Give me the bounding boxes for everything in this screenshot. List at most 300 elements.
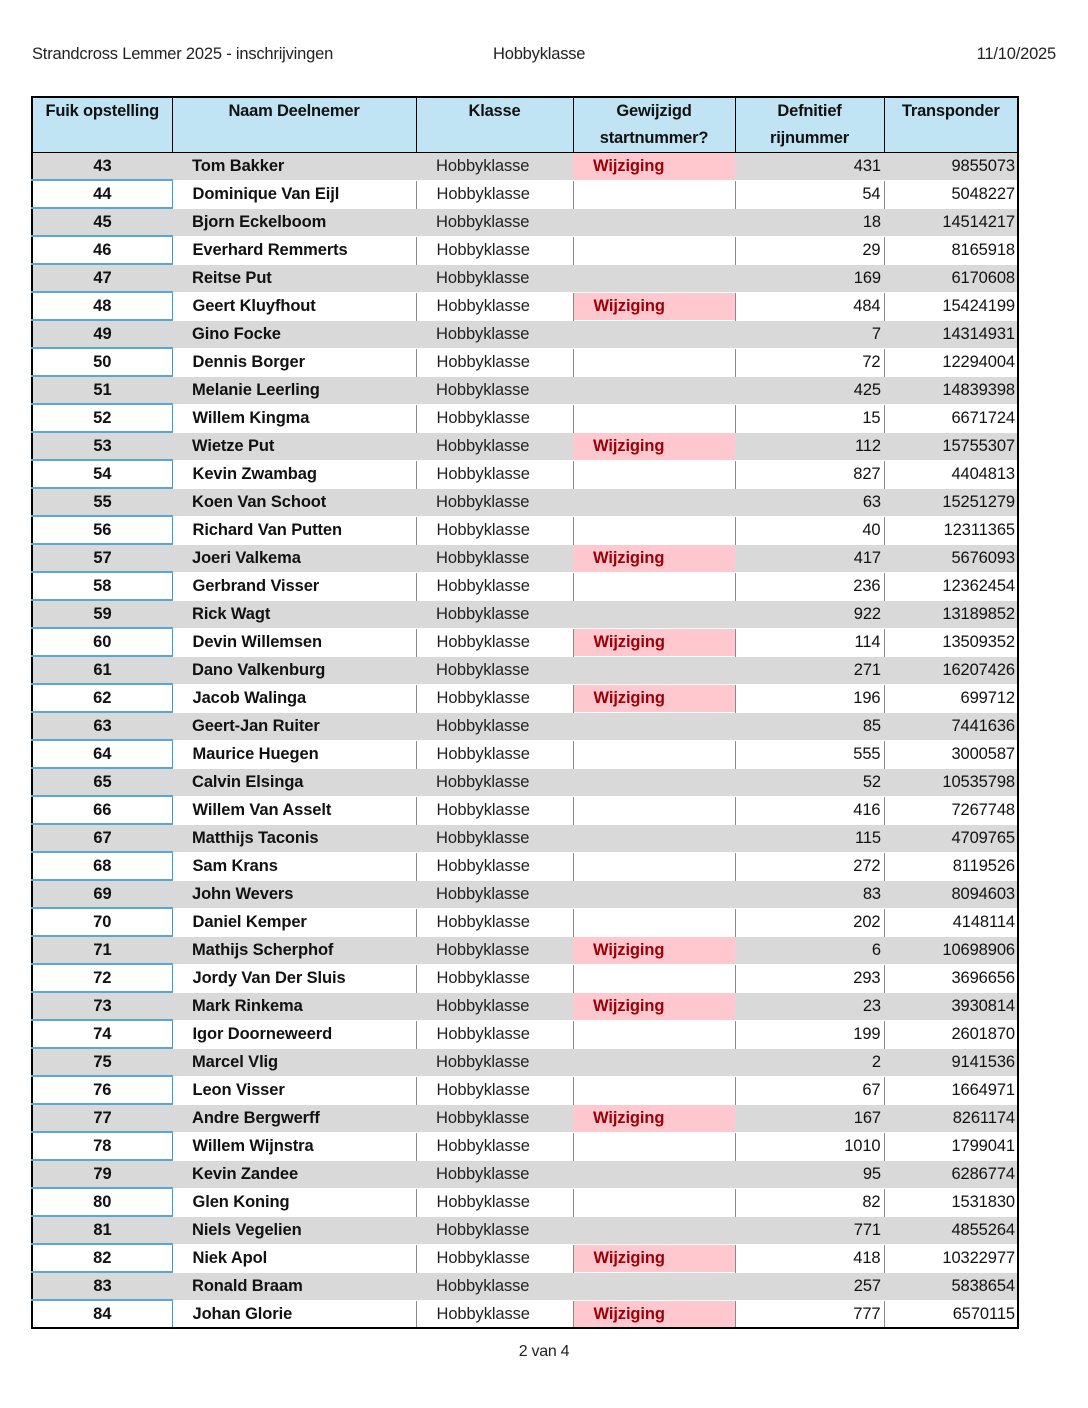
cell-rijnummer: 112 xyxy=(735,432,884,460)
table-row xyxy=(32,768,1018,796)
cell-naam: Kevin Zwambag xyxy=(172,460,416,488)
cell-rijnummer: 6 xyxy=(735,936,884,964)
cell-wijziging xyxy=(573,572,735,600)
cell-transponder: 3000587 xyxy=(884,740,1018,768)
cell-transponder: 6671724 xyxy=(884,404,1018,432)
cell-rijnummer: 425 xyxy=(735,376,884,404)
cell-klasse: Hobbyklasse xyxy=(416,292,573,320)
cell-rijnummer: 40 xyxy=(735,516,884,544)
cell-fuik: 67 xyxy=(32,824,172,852)
cell-rijnummer: 15 xyxy=(735,404,884,432)
cell-klasse: Hobbyklasse xyxy=(416,264,573,292)
cell-klasse: Hobbyklasse xyxy=(416,600,573,628)
cell-klasse: Hobbyklasse xyxy=(416,684,573,712)
table-row xyxy=(32,236,1018,264)
cell-rijnummer: 196 xyxy=(735,684,884,712)
table-row xyxy=(32,432,1018,460)
cell-naam: Geert-Jan Ruiter xyxy=(172,712,416,740)
cell-wijziging xyxy=(573,768,735,796)
cell-klasse: Hobbyklasse xyxy=(416,796,573,824)
cell-transponder: 16207426 xyxy=(884,656,1018,684)
table-row xyxy=(32,936,1018,964)
cell-fuik: 55 xyxy=(32,488,172,516)
cell-fuik: 45 xyxy=(32,208,172,236)
cell-wijziging: Wijziging xyxy=(573,544,735,572)
cell-naam: Igor Doorneweerd xyxy=(172,1020,416,1048)
cell-transponder: 6170608 xyxy=(884,264,1018,292)
cell-klasse: Hobbyklasse xyxy=(416,1300,573,1328)
cell-rijnummer: 416 xyxy=(735,796,884,824)
cell-fuik: 51 xyxy=(32,376,172,404)
cell-transponder: 9855073 xyxy=(884,153,1018,181)
cell-naam: Gino Focke xyxy=(172,320,416,348)
cell-rijnummer: 202 xyxy=(735,908,884,936)
cell-klasse: Hobbyklasse xyxy=(416,348,573,376)
header-row xyxy=(32,97,1018,153)
cell-transponder: 13509352 xyxy=(884,628,1018,656)
cell-wijziging: Wijziging xyxy=(573,1244,735,1272)
table-row xyxy=(32,208,1018,236)
cell-wijziging xyxy=(573,180,735,208)
cell-klasse: Hobbyklasse xyxy=(416,236,573,264)
cell-wijziging xyxy=(573,964,735,992)
cell-wijziging xyxy=(573,320,735,348)
cell-fuik: 43 xyxy=(32,153,172,181)
cell-transponder: 1531830 xyxy=(884,1188,1018,1216)
cell-wijziging xyxy=(573,516,735,544)
cell-rijnummer: 293 xyxy=(735,964,884,992)
cell-rijnummer: 82 xyxy=(735,1188,884,1216)
cell-naam: Calvin Elsinga xyxy=(172,768,416,796)
cell-fuik: 60 xyxy=(32,628,172,656)
cell-naam: Dennis Borger xyxy=(172,348,416,376)
cell-wijziging xyxy=(573,852,735,880)
cell-wijziging: Wijziging xyxy=(573,992,735,1020)
col-header-rijnummer xyxy=(735,97,884,153)
cell-transponder: 5676093 xyxy=(884,544,1018,572)
cell-transponder: 12362454 xyxy=(884,572,1018,600)
cell-wijziging xyxy=(573,796,735,824)
table-row xyxy=(32,1160,1018,1188)
cell-wijziging xyxy=(573,264,735,292)
cell-naam: Leon Visser xyxy=(172,1076,416,1104)
cell-transponder: 1799041 xyxy=(884,1132,1018,1160)
cell-fuik: 76 xyxy=(32,1076,172,1104)
table-row xyxy=(32,348,1018,376)
cell-fuik: 57 xyxy=(32,544,172,572)
cell-fuik: 80 xyxy=(32,1188,172,1216)
cell-naam: Richard Van Putten xyxy=(172,516,416,544)
cell-fuik: 49 xyxy=(32,320,172,348)
cell-rijnummer: 777 xyxy=(735,1300,884,1328)
cell-transponder: 5048227 xyxy=(884,180,1018,208)
table-row xyxy=(32,180,1018,208)
table-row xyxy=(32,600,1018,628)
cell-klasse: Hobbyklasse xyxy=(416,908,573,936)
cell-klasse: Hobbyklasse xyxy=(416,936,573,964)
document-date: 11/10/2025 xyxy=(976,45,1056,63)
cell-klasse: Hobbyklasse xyxy=(416,488,573,516)
cell-fuik: 48 xyxy=(32,292,172,320)
cell-transponder: 10322977 xyxy=(884,1244,1018,1272)
table-row xyxy=(32,404,1018,432)
cell-rijnummer: 272 xyxy=(735,852,884,880)
cell-naam: Devin Willemsen xyxy=(172,628,416,656)
cell-wijziging xyxy=(573,348,735,376)
cell-rijnummer: 167 xyxy=(735,1104,884,1132)
cell-wijziging: Wijziging xyxy=(573,628,735,656)
cell-rijnummer: 67 xyxy=(735,1076,884,1104)
cell-wijziging xyxy=(573,1132,735,1160)
cell-wijziging xyxy=(573,824,735,852)
cell-fuik: 81 xyxy=(32,1216,172,1244)
cell-rijnummer: 29 xyxy=(735,236,884,264)
col-header-label-line2: rijnummer xyxy=(770,129,849,147)
cell-klasse: Hobbyklasse xyxy=(416,516,573,544)
cell-naam: Willem Wijnstra xyxy=(172,1132,416,1160)
table-row xyxy=(32,740,1018,768)
col-header-transponder xyxy=(884,97,1018,153)
cell-wijziging xyxy=(573,1160,735,1188)
cell-transponder: 8261174 xyxy=(884,1104,1018,1132)
cell-fuik: 65 xyxy=(32,768,172,796)
cell-wijziging xyxy=(573,1272,735,1300)
cell-transponder: 15251279 xyxy=(884,488,1018,516)
cell-klasse: Hobbyklasse xyxy=(416,1188,573,1216)
cell-transponder: 14839398 xyxy=(884,376,1018,404)
table-row xyxy=(32,460,1018,488)
col-header-label: Transponder xyxy=(901,102,1000,120)
table-body xyxy=(32,153,1018,1329)
cell-fuik: 56 xyxy=(32,516,172,544)
table-row xyxy=(32,1020,1018,1048)
cell-fuik: 62 xyxy=(32,684,172,712)
cell-fuik: 71 xyxy=(32,936,172,964)
cell-transponder: 8165918 xyxy=(884,236,1018,264)
cell-transponder: 10698906 xyxy=(884,936,1018,964)
cell-klasse: Hobbyklasse xyxy=(416,880,573,908)
cell-fuik: 53 xyxy=(32,432,172,460)
cell-klasse: Hobbyklasse xyxy=(416,1160,573,1188)
cell-fuik: 46 xyxy=(32,236,172,264)
cell-naam: Sam Krans xyxy=(172,852,416,880)
cell-naam: Mathijs Scherphof xyxy=(172,936,416,964)
cell-rijnummer: 85 xyxy=(735,712,884,740)
cell-naam: Niels Vegelien xyxy=(172,1216,416,1244)
cell-naam: Bjorn Eckelboom xyxy=(172,208,416,236)
class-name-header: Hobbyklasse xyxy=(493,45,586,63)
cell-naam: Jacob Walinga xyxy=(172,684,416,712)
table-row xyxy=(32,544,1018,572)
cell-transponder: 5838654 xyxy=(884,1272,1018,1300)
cell-fuik: 72 xyxy=(32,964,172,992)
cell-klasse: Hobbyklasse xyxy=(416,852,573,880)
table-row xyxy=(32,1076,1018,1104)
cell-klasse: Hobbyklasse xyxy=(416,964,573,992)
cell-rijnummer: 63 xyxy=(735,488,884,516)
table-row xyxy=(32,320,1018,348)
cell-rijnummer: 417 xyxy=(735,544,884,572)
cell-wijziging xyxy=(573,1216,735,1244)
cell-fuik: 82 xyxy=(32,1244,172,1272)
cell-klasse: Hobbyklasse xyxy=(416,1216,573,1244)
table-row xyxy=(32,264,1018,292)
cell-naam: Jordy Van Der Sluis xyxy=(172,964,416,992)
cell-wijziging: Wijziging xyxy=(573,936,735,964)
cell-klasse: Hobbyklasse xyxy=(416,1104,573,1132)
cell-fuik: 66 xyxy=(32,796,172,824)
table-row xyxy=(32,908,1018,936)
cell-rijnummer: 236 xyxy=(735,572,884,600)
cell-fuik: 52 xyxy=(32,404,172,432)
cell-klasse: Hobbyklasse xyxy=(416,1048,573,1076)
cell-fuik: 63 xyxy=(32,712,172,740)
cell-naam: Glen Koning xyxy=(172,1188,416,1216)
cell-klasse: Hobbyklasse xyxy=(416,656,573,684)
cell-klasse: Hobbyklasse xyxy=(416,712,573,740)
cell-wijziging: Wijziging xyxy=(573,1300,735,1328)
cell-rijnummer: 72 xyxy=(735,348,884,376)
cell-rijnummer: 555 xyxy=(735,740,884,768)
col-header-gewijzigd xyxy=(573,97,735,153)
cell-klasse: Hobbyklasse xyxy=(416,208,573,236)
cell-transponder: 14514217 xyxy=(884,208,1018,236)
cell-rijnummer: 114 xyxy=(735,628,884,656)
table-row xyxy=(32,712,1018,740)
col-header-klasse xyxy=(416,97,573,153)
cell-wijziging: Wijziging xyxy=(573,153,735,181)
cell-fuik: 78 xyxy=(32,1132,172,1160)
cell-rijnummer: 115 xyxy=(735,824,884,852)
cell-transponder: 4855264 xyxy=(884,1216,1018,1244)
cell-rijnummer: 54 xyxy=(735,180,884,208)
cell-wijziging xyxy=(573,1188,735,1216)
cell-klasse: Hobbyklasse xyxy=(416,1244,573,1272)
table-row xyxy=(32,824,1018,852)
cell-rijnummer: 83 xyxy=(735,880,884,908)
cell-fuik: 84 xyxy=(32,1300,172,1328)
cell-klasse: Hobbyklasse xyxy=(416,320,573,348)
cell-transponder: 8119526 xyxy=(884,852,1018,880)
cell-klasse: Hobbyklasse xyxy=(416,740,573,768)
cell-wijziging xyxy=(573,712,735,740)
cell-transponder: 699712 xyxy=(884,684,1018,712)
cell-rijnummer: 7 xyxy=(735,320,884,348)
cell-naam: Johan Glorie xyxy=(172,1300,416,1328)
cell-wijziging: Wijziging xyxy=(573,1104,735,1132)
cell-fuik: 50 xyxy=(32,348,172,376)
cell-fuik: 79 xyxy=(32,1160,172,1188)
cell-fuik: 59 xyxy=(32,600,172,628)
cell-wijziging xyxy=(573,656,735,684)
cell-transponder: 9141536 xyxy=(884,1048,1018,1076)
table-row xyxy=(32,572,1018,600)
col-header-label: Klasse xyxy=(468,102,521,120)
table-row xyxy=(32,153,1018,181)
cell-naam: Niek Apol xyxy=(172,1244,416,1272)
col-header-label: Naam Deelnemer xyxy=(228,102,360,120)
cell-wijziging xyxy=(573,600,735,628)
cell-klasse: Hobbyklasse xyxy=(416,544,573,572)
cell-klasse: Hobbyklasse xyxy=(416,768,573,796)
cell-transponder: 1664971 xyxy=(884,1076,1018,1104)
cell-klasse: Hobbyklasse xyxy=(416,1020,573,1048)
cell-naam: Willem Van Asselt xyxy=(172,796,416,824)
cell-klasse: Hobbyklasse xyxy=(416,1132,573,1160)
cell-naam: Gerbrand Visser xyxy=(172,572,416,600)
cell-transponder: 6286774 xyxy=(884,1160,1018,1188)
cell-wijziging xyxy=(573,208,735,236)
table-row xyxy=(32,1300,1018,1328)
col-header-fuik xyxy=(32,97,172,153)
cell-fuik: 64 xyxy=(32,740,172,768)
cell-naam: Ronald Braam xyxy=(172,1272,416,1300)
cell-transponder: 14314931 xyxy=(884,320,1018,348)
cell-transponder: 10535798 xyxy=(884,768,1018,796)
col-header-label-line1: Gewijzigd xyxy=(616,102,692,120)
cell-transponder: 15424199 xyxy=(884,292,1018,320)
table-row xyxy=(32,1132,1018,1160)
table-row xyxy=(32,1048,1018,1076)
table-row xyxy=(32,880,1018,908)
cell-fuik: 68 xyxy=(32,852,172,880)
cell-wijziging xyxy=(573,1020,735,1048)
cell-naam: Wietze Put xyxy=(172,432,416,460)
cell-naam: Marcel Vlig xyxy=(172,1048,416,1076)
cell-naam: Kevin Zandee xyxy=(172,1160,416,1188)
cell-fuik: 75 xyxy=(32,1048,172,1076)
cell-transponder: 4404813 xyxy=(884,460,1018,488)
col-header-naam xyxy=(172,97,416,153)
cell-wijziging xyxy=(573,376,735,404)
cell-wijziging xyxy=(573,488,735,516)
cell-rijnummer: 418 xyxy=(735,1244,884,1272)
cell-rijnummer: 199 xyxy=(735,1020,884,1048)
document-title: Strandcross Lemmer 2025 - inschrijvingen xyxy=(32,45,334,63)
cell-rijnummer: 169 xyxy=(735,264,884,292)
cell-rijnummer: 52 xyxy=(735,768,884,796)
cell-transponder: 4148114 xyxy=(884,908,1018,936)
table-row xyxy=(32,1272,1018,1300)
table-row xyxy=(32,656,1018,684)
table-row xyxy=(32,1216,1018,1244)
cell-rijnummer: 271 xyxy=(735,656,884,684)
cell-rijnummer: 484 xyxy=(735,292,884,320)
cell-fuik: 77 xyxy=(32,1104,172,1132)
table-row xyxy=(32,376,1018,404)
cell-fuik: 83 xyxy=(32,1272,172,1300)
cell-fuik: 54 xyxy=(32,460,172,488)
cell-naam: Geert Kluyfhout xyxy=(172,292,416,320)
cell-transponder: 4709765 xyxy=(884,824,1018,852)
cell-fuik: 74 xyxy=(32,1020,172,1048)
cell-klasse: Hobbyklasse xyxy=(416,572,573,600)
cell-naam: Andre Bergwerff xyxy=(172,1104,416,1132)
table-row xyxy=(32,684,1018,712)
cell-transponder: 13189852 xyxy=(884,600,1018,628)
table-row xyxy=(32,964,1018,992)
cell-wijziging xyxy=(573,740,735,768)
cell-wijziging: Wijziging xyxy=(573,684,735,712)
cell-naam: Reitse Put xyxy=(172,264,416,292)
cell-fuik: 73 xyxy=(32,992,172,1020)
cell-transponder: 3930814 xyxy=(884,992,1018,1020)
cell-transponder: 8094603 xyxy=(884,880,1018,908)
cell-rijnummer: 1010 xyxy=(735,1132,884,1160)
cell-fuik: 58 xyxy=(32,572,172,600)
cell-rijnummer: 23 xyxy=(735,992,884,1020)
cell-naam: John Wevers xyxy=(172,880,416,908)
cell-klasse: Hobbyklasse xyxy=(416,404,573,432)
cell-naam: Maurice Huegen xyxy=(172,740,416,768)
cell-fuik: 44 xyxy=(32,180,172,208)
table-row xyxy=(32,1244,1018,1272)
col-header-label: Fuik opstelling xyxy=(45,102,159,120)
table-row xyxy=(32,1104,1018,1132)
cell-transponder: 12294004 xyxy=(884,348,1018,376)
cell-naam: Tom Bakker xyxy=(172,153,416,181)
cell-transponder: 6570115 xyxy=(884,1300,1018,1328)
cell-naam: Koen Van Schoot xyxy=(172,488,416,516)
cell-naam: Matthijs Taconis xyxy=(172,824,416,852)
cell-klasse: Hobbyklasse xyxy=(416,376,573,404)
cell-wijziging xyxy=(573,460,735,488)
col-header-label-line1: Defnitief xyxy=(777,102,842,120)
table-row xyxy=(32,1188,1018,1216)
cell-klasse: Hobbyklasse xyxy=(416,460,573,488)
cell-naam: Mark Rinkema xyxy=(172,992,416,1020)
cell-naam: Rick Wagt xyxy=(172,600,416,628)
cell-naam: Dominique Van Eijl xyxy=(172,180,416,208)
cell-naam: Dano Valkenburg xyxy=(172,656,416,684)
cell-wijziging: Wijziging xyxy=(573,432,735,460)
cell-rijnummer: 95 xyxy=(735,1160,884,1188)
cell-rijnummer: 922 xyxy=(735,600,884,628)
cell-rijnummer: 257 xyxy=(735,1272,884,1300)
cell-wijziging xyxy=(573,908,735,936)
cell-rijnummer: 18 xyxy=(735,208,884,236)
cell-fuik: 47 xyxy=(32,264,172,292)
table-row xyxy=(32,796,1018,824)
cell-transponder: 3696656 xyxy=(884,964,1018,992)
table-row xyxy=(32,516,1018,544)
cell-fuik: 61 xyxy=(32,656,172,684)
cell-fuik: 69 xyxy=(32,880,172,908)
col-header-label-line2: startnummer? xyxy=(599,129,709,147)
table-row xyxy=(32,292,1018,320)
cell-transponder: 15755307 xyxy=(884,432,1018,460)
cell-fuik: 70 xyxy=(32,908,172,936)
cell-wijziging xyxy=(573,236,735,264)
cell-wijziging xyxy=(573,1048,735,1076)
cell-wijziging xyxy=(573,1076,735,1104)
table-row xyxy=(32,628,1018,656)
cell-klasse: Hobbyklasse xyxy=(416,992,573,1020)
cell-rijnummer: 2 xyxy=(735,1048,884,1076)
cell-klasse: Hobbyklasse xyxy=(416,432,573,460)
cell-naam: Melanie Leerling xyxy=(172,376,416,404)
cell-klasse: Hobbyklasse xyxy=(416,1272,573,1300)
cell-transponder: 7441636 xyxy=(884,712,1018,740)
table-header xyxy=(32,97,1018,153)
cell-naam: Everhard Remmerts xyxy=(172,236,416,264)
cell-rijnummer: 771 xyxy=(735,1216,884,1244)
cell-transponder: 7267748 xyxy=(884,796,1018,824)
page-indicator: 2 van 4 xyxy=(518,1343,570,1360)
cell-wijziging: Wijziging xyxy=(573,292,735,320)
cell-transponder: 2601870 xyxy=(884,1020,1018,1048)
cell-rijnummer: 431 xyxy=(735,153,884,181)
